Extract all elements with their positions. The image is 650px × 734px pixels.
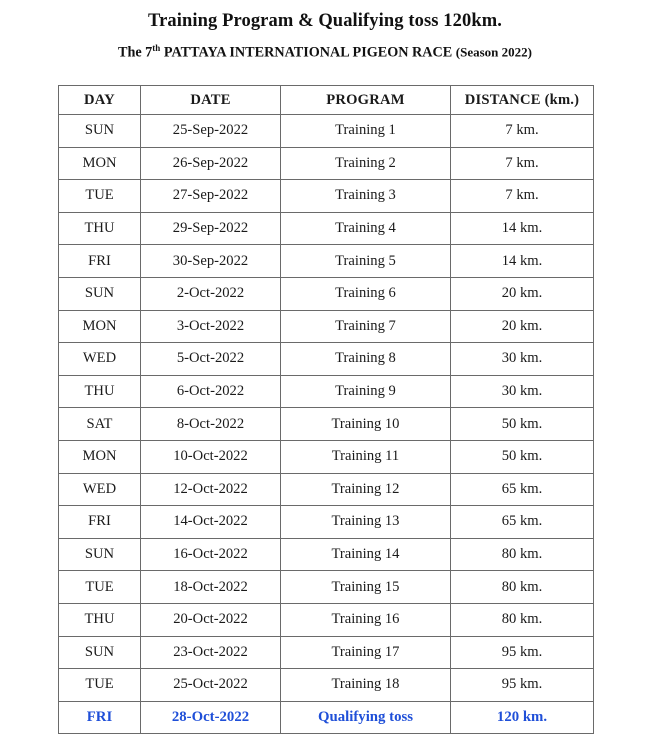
cell-program: Training 16 (281, 603, 451, 636)
subtitle-season: (Season 2022) (455, 44, 532, 60)
cell-date: 2-Oct-2022 (141, 277, 281, 310)
table-row (59, 506, 594, 539)
cell-date: 27-Sep-2022 (141, 180, 281, 213)
table-row (59, 375, 594, 408)
cell-date: 20-Oct-2022 (141, 603, 281, 636)
cell-day: MON (59, 147, 141, 180)
cell-program: Training 7 (281, 310, 451, 343)
column-header-day: DAY (59, 86, 141, 115)
cell-day: WED (59, 473, 141, 506)
cell-program: Training 18 (281, 669, 451, 702)
cell-day: SUN (59, 538, 141, 571)
table-row (59, 701, 594, 734)
cell-day: WED (59, 343, 141, 376)
cell-day: SUN (59, 636, 141, 669)
table-row (59, 180, 594, 213)
cell-day: FRI (59, 245, 141, 278)
cell-day: MON (59, 440, 141, 473)
cell-date: 18-Oct-2022 (141, 571, 281, 604)
cell-day: THU (59, 375, 141, 408)
cell-date: 6-Oct-2022 (141, 375, 281, 408)
cell-date: 23-Oct-2022 (141, 636, 281, 669)
cell-distance: 80 km. (451, 571, 594, 604)
cell-day: THU (59, 212, 141, 245)
column-header-distance: DISTANCE (km.) (451, 86, 594, 115)
cell-date: 10-Oct-2022 (141, 440, 281, 473)
cell-date: 29-Sep-2022 (141, 212, 281, 245)
cell-program: Training 9 (281, 375, 451, 408)
table-row (59, 310, 594, 343)
table-body (59, 115, 594, 734)
table-row (59, 147, 594, 180)
cell-day: MON (59, 310, 141, 343)
cell-program: Training 11 (281, 440, 451, 473)
cell-distance: 7 km. (451, 147, 594, 180)
subtitle-race-name: PATTAYA INTERNATIONAL PIGEON RACE (163, 44, 453, 61)
cell-distance: 80 km. (451, 538, 594, 571)
cell-distance: 120 km. (451, 701, 594, 734)
table-row (59, 343, 594, 376)
cell-distance: 65 km. (451, 506, 594, 539)
table-row (59, 408, 594, 441)
table-row (59, 115, 594, 148)
subtitle-ordinal-suffix: th (152, 43, 161, 53)
cell-distance: 80 km. (451, 603, 594, 636)
cell-program: Training 15 (281, 571, 451, 604)
cell-distance: 95 km. (451, 669, 594, 702)
table-row (59, 669, 594, 702)
cell-distance: 14 km. (451, 212, 594, 245)
cell-program: Training 6 (281, 277, 451, 310)
cell-program: Training 13 (281, 506, 451, 539)
cell-date: 5-Oct-2022 (141, 343, 281, 376)
cell-program: Training 8 (281, 343, 451, 376)
cell-distance: 95 km. (451, 636, 594, 669)
schedule-table (58, 85, 594, 734)
cell-distance: 30 km. (451, 343, 594, 376)
cell-date: 16-Oct-2022 (141, 538, 281, 571)
cell-date: 25-Sep-2022 (141, 115, 281, 148)
cell-program: Training 12 (281, 473, 451, 506)
cell-date: 28-Oct-2022 (141, 701, 281, 734)
cell-distance: 7 km. (451, 115, 594, 148)
page-subtitle (0, 43, 650, 62)
cell-distance: 20 km. (451, 277, 594, 310)
table-header (59, 86, 594, 115)
table-row (59, 636, 594, 669)
table-row (59, 473, 594, 506)
cell-date: 30-Sep-2022 (141, 245, 281, 278)
schedule-table-wrapper (58, 85, 593, 734)
cell-day: THU (59, 603, 141, 636)
cell-distance: 50 km. (451, 408, 594, 441)
cell-date: 8-Oct-2022 (141, 408, 281, 441)
subtitle-prefix: The 7 (117, 44, 153, 61)
cell-distance: 7 km. (451, 180, 594, 213)
column-header-program: PROGRAM (281, 86, 451, 115)
document-page (0, 11, 650, 727)
column-header-date: DATE (141, 86, 281, 115)
cell-program: Training 10 (281, 408, 451, 441)
cell-program: Training 3 (281, 180, 451, 213)
cell-program: Training 17 (281, 636, 451, 669)
cell-day: FRI (59, 506, 141, 539)
cell-day: SUN (59, 115, 141, 148)
cell-distance: 50 km. (451, 440, 594, 473)
cell-program: Training 1 (281, 115, 451, 148)
table-row (59, 277, 594, 310)
cell-distance: 65 km. (451, 473, 594, 506)
cell-day: FRI (59, 701, 141, 734)
cell-program: Training 5 (281, 245, 451, 278)
table-row (59, 212, 594, 245)
table-row (59, 440, 594, 473)
table-row (59, 603, 594, 636)
cell-distance: 20 km. (451, 310, 594, 343)
cell-date: 26-Sep-2022 (141, 147, 281, 180)
cell-distance: 30 km. (451, 375, 594, 408)
table-row (59, 571, 594, 604)
cell-day: TUE (59, 669, 141, 702)
cell-program: Training 14 (281, 538, 451, 571)
cell-date: 12-Oct-2022 (141, 473, 281, 506)
cell-date: 3-Oct-2022 (141, 310, 281, 343)
table-row (59, 538, 594, 571)
cell-date: 25-Oct-2022 (141, 669, 281, 702)
cell-program: Training 2 (281, 147, 451, 180)
cell-day: TUE (59, 180, 141, 213)
cell-day: TUE (59, 571, 141, 604)
cell-day: SUN (59, 277, 141, 310)
page-title: Training Program & Qualifying toss 120km. (148, 11, 502, 31)
table-row (59, 245, 594, 278)
cell-program: Training 4 (281, 212, 451, 245)
cell-day: SAT (59, 408, 141, 441)
cell-program: Qualifying toss (281, 701, 451, 734)
table-header-row (59, 86, 594, 115)
cell-date: 14-Oct-2022 (141, 506, 281, 539)
cell-distance: 14 km. (451, 245, 594, 278)
